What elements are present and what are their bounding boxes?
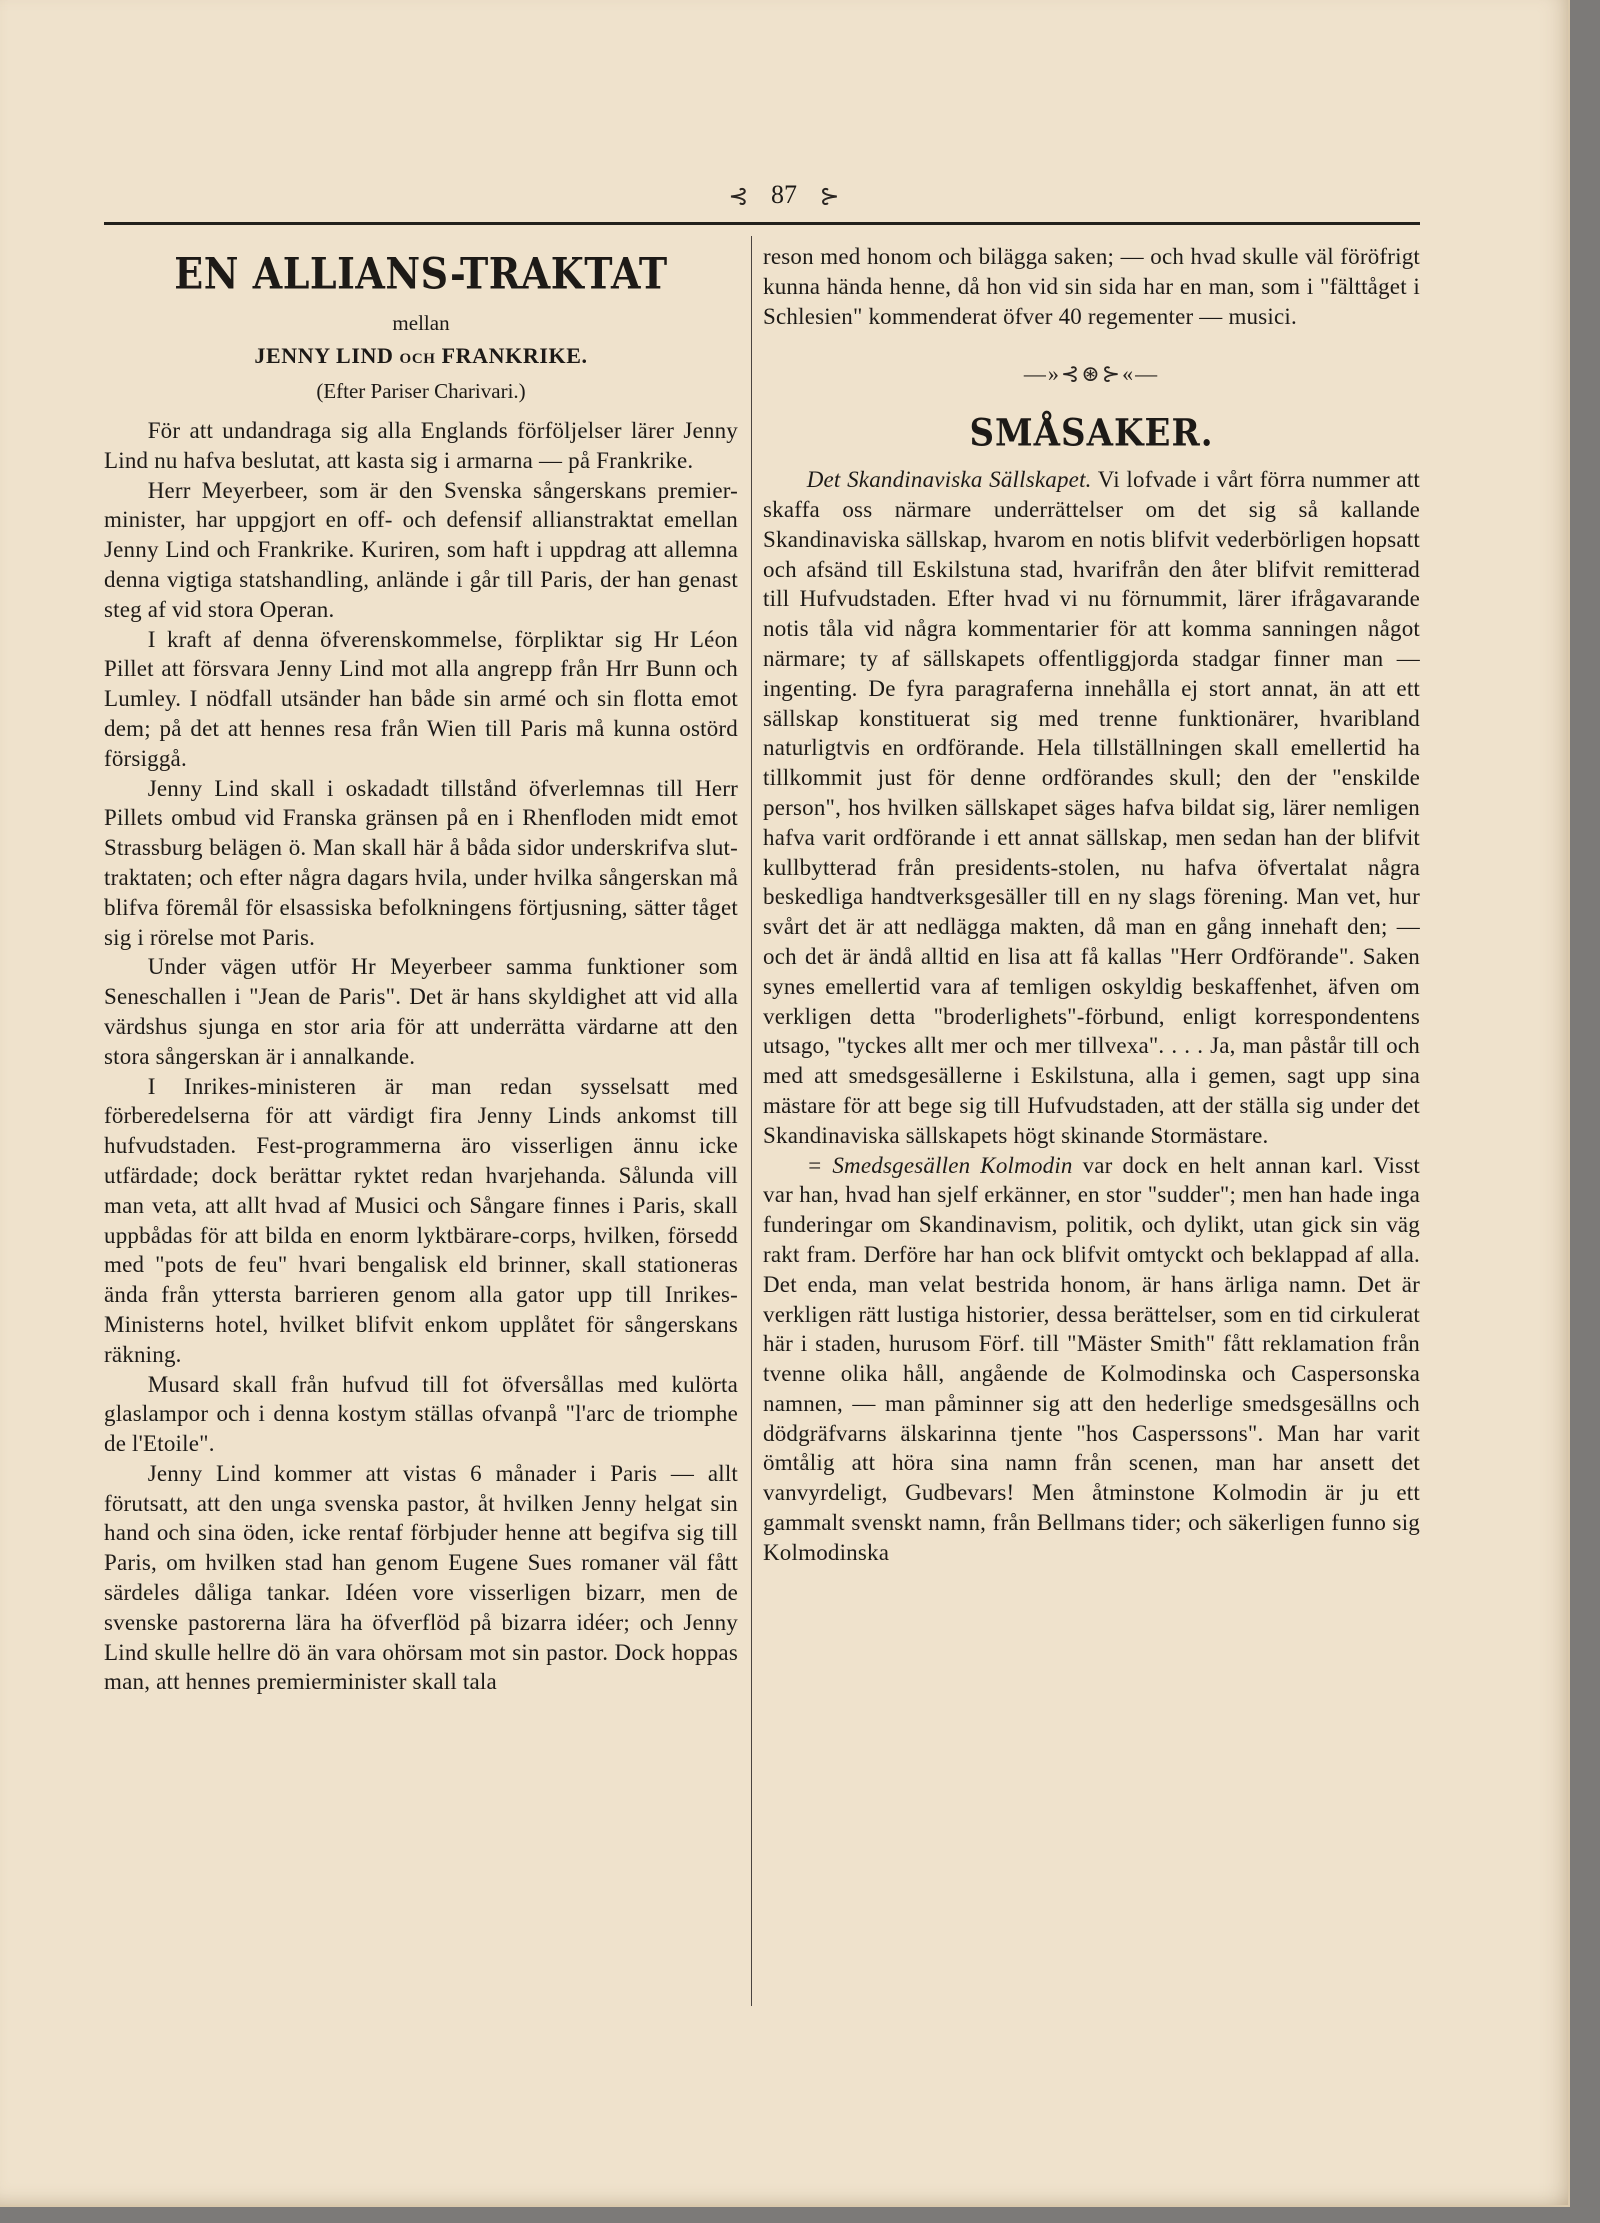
item-lead: = Smedsgesällen Kolmodin [806, 1152, 1073, 1178]
item-text: var dock en helt annan karl. Visst var han, hvad han sjelf erkänner, en stor "sudder"; men han hade inga funderingar om Skandinavism, politik, och dylikt, utan gick sin väg rakt fram. Derföre har han ock blifvit omtyckt och beklappad af alla. Det enda, man velat bestrida honom, är hans ärliga namn. Det är verkligen rätt lustiga historier, dessa berättelser, som en tid cirkulerat här i staden, hurusom Förf. till "Mäster Smith" fått reklamation från tvenne olika håll, angående de Kolmodinska och Caspersonska namnen, — man påminner sig att den hederlige smedsgesällns och dödgräfvarns älskarinna tjente "hos Casperssons". Man har varit ömtålig att höra sina namn från scenen, man har ansett det vanvyrdeligt, Gudbevars! Men åtminstone Kolmodin är ju ett gammalt svenskt namn, från Bellmans tider; och säkerligen funno sig Kolmodinska [763, 1152, 1420, 1565]
article-source: (Efter Pariser Charivari.) [316, 379, 526, 403]
paragraph: Musard skall från hufvud till fot öfversållas med kulörta glaslampor och i denna kostym ställas ofvanpå "l'arc de triomphe de l'Etoile". [104, 1371, 738, 1457]
paragraph: Jenny Lind skall i oskadadt tillstånd öfverlemnas till Herr Pillets ombud vid Franska gränsen på en i Rhenfloden midt emot Strassburg belägen ö. Man skall här å båda sidor underskrifva slut-traktaten; och efter några dagars hvila, under hvilka sångerskan må blifva föremål för elsassiska befolkningens förtjusning, sätter tåget sig i rörelse mot Paris. [104, 775, 738, 950]
left-ornament-icon: ⊰ [728, 184, 749, 211]
right-column [763, 242, 1420, 1568]
continuation-paragraph: reson med honom och bilägga saken; — och hvad skulle väl föröfrigt kunna hända henne, då hon vid sin sida har en man, som i "fälttåget i Schlesien" kommenderat öfver 40 regementer — musici. [763, 244, 1420, 329]
divider-ornament-icon: —»⊰⊛⊱«— [1023, 361, 1160, 387]
right-ornament-icon: ⊱ [819, 184, 840, 211]
page-number: 87 [771, 180, 797, 209]
page-header [0, 178, 1568, 214]
section-title: SMÅSAKER. [969, 411, 1214, 456]
paragraph: Jenny Lind kommer att vistas 6 månader i Paris — allt förutsatt, att den unga svenska pastor, åt hvilken Jenny helgat sin hand och sina öden, icke rentaf förbjuder henne att begifva sig till Paris, om hvilken stad han genom Eugene Sues romaner väl fått särdeles dåliga tankar. Idéen vore visserligen bizarr, men de svenske pastorerna lära ha öfverflöd på bizarra idéer; och Jenny Lind skulle hellre dö än vara ohörsam mot sin pastor. Dock hoppas man, att hennes premierminister skall tala [104, 1460, 738, 1695]
item-text: Vi lofvade i vårt förra nummer att skaffa oss närmare underrättelser om det sig så kallande Skandinaviska sällskap, hvarom en notis blifvit vederbörligen hopsatt och afsänd till Eskilstuna stad, hvarifrån den åter blifvit remitterad till Hufvudstaden. Efter hvad vi nu förnummit, lärer ifrågavarande notis tåla vid några kommentarier för att komma sanningen något närmare; ty af sällskapets offentliggjorda stadgar finner man — ingenting. De fyra paragraferna innehålla ej stort annat, än att ett sällskap konstituerat sig med trenne funktionärer, hvaribland naturligtvis en ordförande. Hela tillställningen skall emellertid ha tillkommit just för denne ordförandes skull; den der "enskilde person", hos hvilken sällskapet säges hafva bildat sig, lärer nemligen hafva varit ordförande i ett annat sällskap, men sedan han der blifvit kullbytterad från presidents-stolen, nu hafva öfvertalat några beskedliga handtverksgesäller till en ny slags förening. Man vet, hur svårt det är att nedlägga makten, då man en gång innehaft den; — och det är ändå alltid en lisa att få kallas "Herr Ordförande". Saken synes emellertid vara af temligen oskyldig beskaffenhet, äfven om verkligen detta "broderlighets"-förbund, enligt korrespondentens utsago, "tyckes allt mer och mer tillvexa". . . . Ja, man påstår till och med att smedsgesällerne i Eskilstuna, alla i gemen, sagt upp sina mästare för att bege sig till Hufvudstaden, att der ställa sig under det Skandinaviska sällskapets högt skinande Stormästare. [763, 467, 1420, 1148]
item-lead: Det Skandinaviska Sällskapet. [806, 467, 1092, 493]
paragraph: Under vägen utför Hr Meyerbeer samma funktioner som Seneschallen i "Jean de Paris". Det är hans skyldighet att vid alla värdshus sjunga en stor aria för att underrätta värdarne att den stora sångerskan är i annalkande. [104, 954, 738, 1069]
left-column [104, 242, 738, 1697]
item-paragraph [763, 1151, 1420, 1568]
article-title: EN ALLIANS-TRAKTAT [174, 248, 668, 299]
article-parties: JENNY LIND och FRANKRIKE. [254, 343, 588, 368]
paragraph: I Inrikes-ministeren är man redan sysselsatt med förberedelserna för att värdigt fira Jenny Linds ankomst till hufvudstaden. Fest-programmerna äro visserligen ännu icke utfärdade; dock berättar ryktet redan hvarjehanda. Sålunda vill man veta, att allt hvad af Musici och Sångare finnes i Paris, skall uppbådas för att bilda en enorm lyktbärare-corps, hvilken, försedd med "pots de feu" hvari bengalisk eld brinner, skall stationeras ända från yttersta barrieren genom alla gator upp till Inrikes-Ministerns hotel, hvilket blifvit enkom upplåtet för sångerskans räkning. [104, 1073, 738, 1367]
header-rule [104, 222, 1420, 225]
paragraph: För att undandraga sig alla Englands förföljelser lärer Jenny Lind nu hafva beslutat, att kasta sig i armarna — på Frankrike. [104, 418, 738, 473]
item-paragraph [763, 465, 1420, 1150]
column-divider [751, 236, 752, 2006]
paragraph: I kraft af denna öfverenskommelse, förpliktar sig Hr Léon Pillet att försvara Jenny Lind mot alla angrepp från Hrr Bunn och Lumley. I nödfall utsänder han både sin armé och sin flotta emot dem; på det att hennes resa från Wien till Paris må kunna ostörd försiggå. [104, 626, 738, 771]
article-subtitle-mellan: mellan [392, 311, 450, 335]
paragraph: Herr Meyerbeer, som är den Svenska sångerskans premier-minister, har uppgjort en off- och defensif allianstraktat emellan Jenny Lind och Frankrike. Kuriren, som haft i uppdrag att allemna denna vigtiga statshandling, anlände i går till Paris, der han genast steg af vid stora Operan. [104, 477, 738, 622]
